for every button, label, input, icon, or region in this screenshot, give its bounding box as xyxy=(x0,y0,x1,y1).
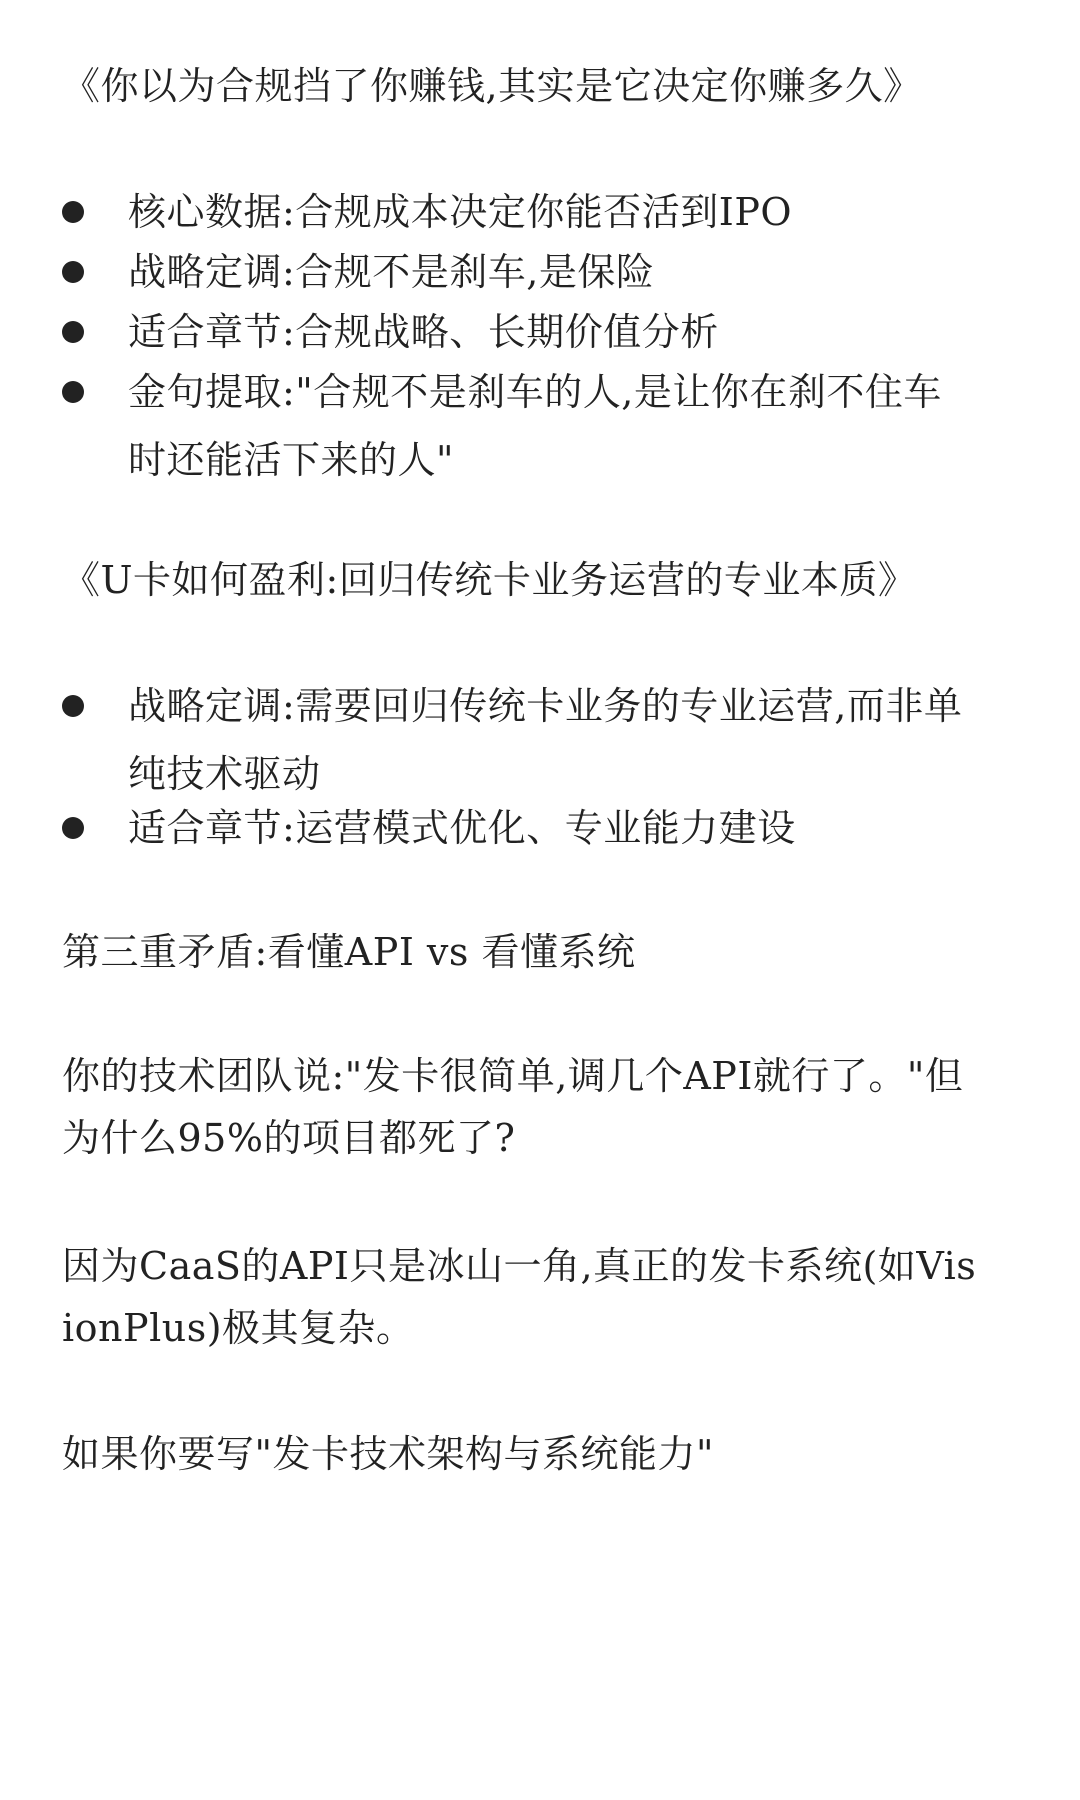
list-item-text: 金句提取:"合规不是刹车的人,是让你在刹不住车 xyxy=(128,370,942,414)
list-item-text: 战略定调:需要回归传统卡业务的专业运营,而非单 xyxy=(128,684,963,728)
bullet-icon xyxy=(62,695,84,717)
bullet-icon xyxy=(62,381,84,403)
book-title-compliance: 《你以为合规挡了你赚钱,其实是它决定你赚多久》 xyxy=(62,64,922,108)
list-item-text: 适合章节:运营模式优化、专业能力建设 xyxy=(128,806,796,850)
list-item-text: 核心数据:合规成本决定你能否活到IPO xyxy=(128,190,793,234)
list-item-text: 适合章节:合规战略、长期价值分析 xyxy=(128,310,719,354)
bullet-icon xyxy=(62,201,84,223)
list-item-text: 战略定调:合规不是刹车,是保险 xyxy=(128,250,655,294)
bullet-icon xyxy=(62,261,84,283)
paragraph-line: 为什么95%的项目都死了? xyxy=(62,1116,516,1160)
list-item-text-continued: 时还能活下来的人" xyxy=(128,438,454,482)
bullet-icon xyxy=(62,321,84,343)
paragraph-line: ionPlus)极其复杂。 xyxy=(62,1306,415,1350)
bullet-icon xyxy=(62,817,84,839)
book-title-ucard: 《U卡如何盈利:回归传统卡业务运营的专业本质》 xyxy=(62,558,917,602)
list-item-text-continued: 纯技术驱动 xyxy=(128,752,321,796)
paragraph-line: 如果你要写"发卡技术架构与系统能力" xyxy=(62,1432,714,1476)
section-heading: 第三重矛盾:看懂API vs 看懂系统 xyxy=(62,930,636,974)
paragraph-line: 因为CaaS的API只是冰山一角,真正的发卡系统(如Vis xyxy=(62,1244,977,1288)
paragraph-line: 你的技术团队说:"发卡很简单,调几个API就行了。"但 xyxy=(62,1054,964,1098)
